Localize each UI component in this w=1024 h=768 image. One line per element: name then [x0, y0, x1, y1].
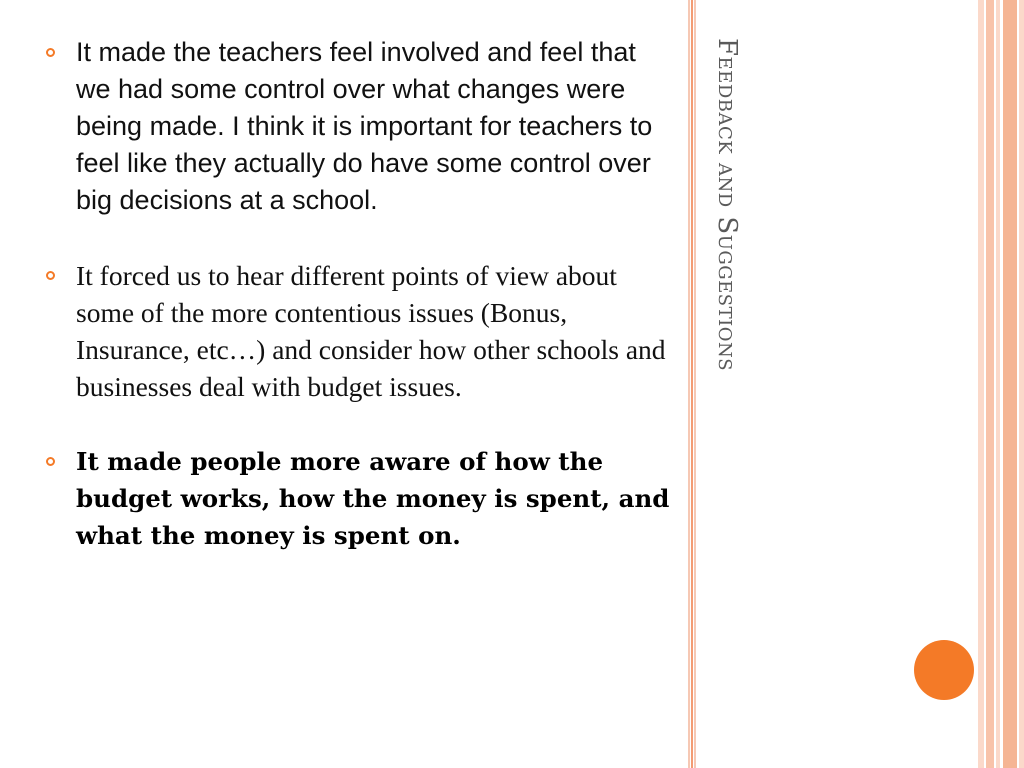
- bullet-text: It made the teachers feel involved and feel that we had some control over what changes were being made. I think it is important for teachers to feel like they actually do have some control over big decisions at a school.: [76, 37, 653, 215]
- edge-stripe: [978, 0, 984, 768]
- edge-stripe: [996, 0, 1000, 768]
- bullet-text: It forced us to hear different points of view about some of the more contentious issues (Bonus, Insurance, etc…) and consider how other schools and businesses deal with budget issues.: [76, 260, 666, 402]
- decorative-circle: [914, 640, 974, 700]
- title-area: [700, 38, 760, 408]
- bullet-item: [46, 443, 671, 554]
- circle-bullet-icon: [46, 271, 55, 280]
- circle-bullet-icon: [46, 457, 55, 466]
- divider-stripe: [694, 0, 696, 768]
- divider-stripe: [688, 0, 690, 768]
- circle-bullet-icon: [46, 48, 55, 57]
- bullet-item: [46, 257, 671, 405]
- divider-stripe: [691, 0, 693, 768]
- bullet-item: [46, 34, 671, 219]
- edge-stripe: [1019, 0, 1024, 768]
- edge-stripe: [1003, 0, 1017, 768]
- slide-title: Feedback and Suggestions: [712, 38, 742, 372]
- bullet-list: [46, 34, 671, 554]
- bullet-text: It made people more aware of how the budget works, how the money is spent, and what the money is spent on.: [76, 447, 670, 550]
- edge-stripe: [986, 0, 994, 768]
